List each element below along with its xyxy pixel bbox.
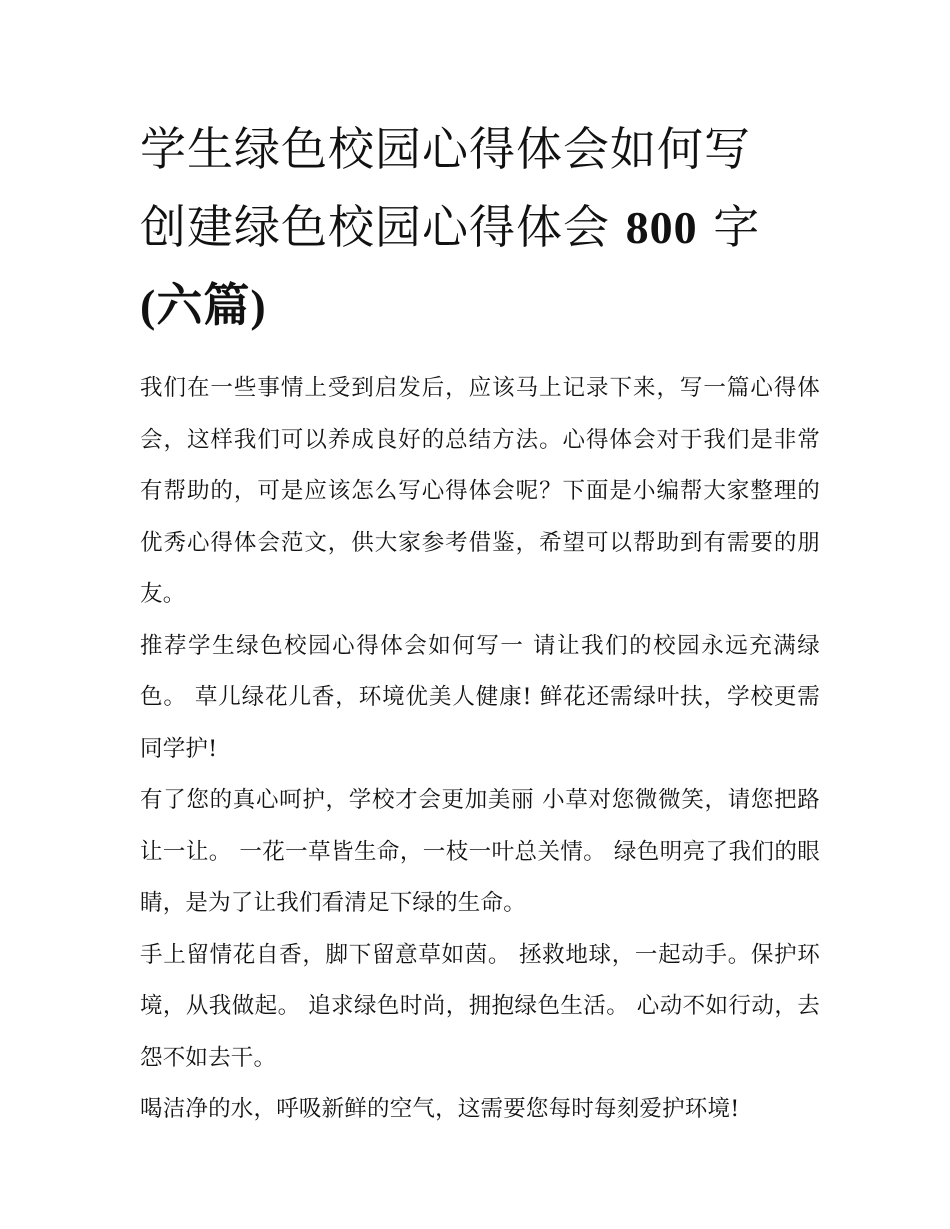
paragraph-care: 有了您的真心呵护，学校才会更加美丽 小草对您微微笑，请您把路让一让。 一花一草皆生命，一枝一叶总关情。 绿色明亮了我们的眼睛，是为了让我们看清足下绿的生命。 [140, 787, 820, 916]
title-line-1 [140, 110, 820, 188]
paragraph-action: 手上留情花自香，脚下留意草如茵。 拯救地球，一起动手。保护环境，从我做起。 追求绿色时尚，拥抱绿色生活。 心动不如行动，去怨不如去干。 [140, 941, 820, 1071]
paragraph-water: 喝洁净的水，呼吸新鲜的空气，这需要您每时每刻爱护环境! [140, 1096, 740, 1122]
title-line-3-text: (六篇) [140, 280, 267, 331]
document-page [140, 110, 820, 1136]
title-line-2-text: 创建绿色校园心得体会 [140, 200, 626, 254]
title-line-2-number: 800 [625, 202, 698, 253]
title-line-3 [140, 267, 820, 345]
document-body [140, 363, 820, 1136]
paragraph-intro: 我们在一些事情上受到启发后，应该马上记录下来，写一篇心得体会，这样我们可以养成良好的总结方法。心得体会对于我们是非常有帮助的，可是应该怎么写心得体会呢？下面是小编帮大家整理的优秀心得体会范文，供大家参考借鉴，希望可以帮助到有需要的朋友。 [140, 375, 820, 607]
title-line-2 [140, 188, 820, 267]
paragraph-recommend: 推荐学生绿色校园心得体会如何写一 请让我们的校园永远充满绿色。 草儿绿花儿香，环境优美人健康! 鲜花还需绿叶扶，学校更需同学护! [140, 632, 820, 762]
title-line-2-suffix: 字 [697, 200, 761, 254]
document-title [140, 110, 820, 345]
title-line-1-text: 学生绿色校园心得体会如何写 [140, 122, 751, 176]
